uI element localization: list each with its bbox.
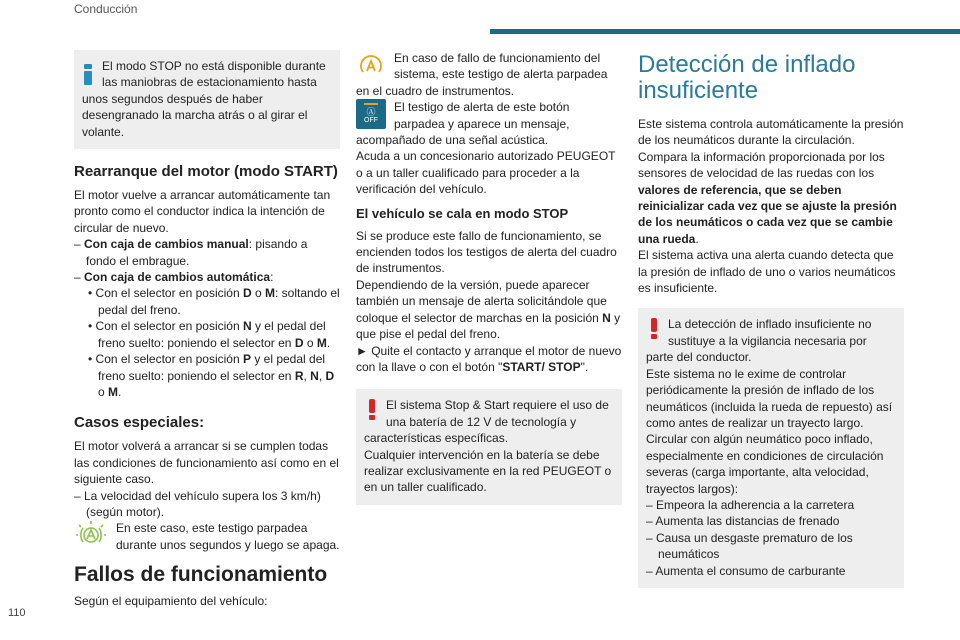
fault-indicator-row — [356, 50, 622, 99]
button-indicator-text: El testigo de alerta de este botón parpadea y aparece un mensaje, acompañado de una señal acústica. — [356, 100, 570, 148]
stop-start-fault-icon — [356, 50, 386, 78]
section-heading-restart: Rearranque del motor (modo START) — [74, 163, 338, 181]
manual-gearbox-item: – Con caja de cambios manual: pisando a fondo el embrague. — [74, 237, 308, 268]
warning-icon — [650, 318, 658, 338]
info-icon — [84, 64, 92, 84]
warning-text-1: La detección de inflado insuficiente no sustituye a la vigilancia necesaria por parte del conductor. — [646, 317, 872, 365]
stall-paragraph-1: Si se produce este fallo de funcionamiento, se encienden todos los testigos de alerta del cuadro de instrumentos. — [356, 228, 617, 276]
section-heading-faults: Fallos de funcionamiento — [74, 563, 328, 587]
column-1 — [74, 50, 340, 610]
warning-box-inflation — [638, 308, 904, 588]
warning-text-1: El sistema Stop & Start requiere el uso de una batería de 12 V de tecnología y características específicas. — [364, 398, 609, 446]
warning-text-2: Este sistema no le exime de controlar periódicamente la presión de inflado de los neumáticos (incluida la rueda de repuesto) así como antes de realizar un trayecto largo. — [646, 366, 893, 430]
faults-paragraph: Según el equipamiento del vehículo: — [74, 594, 268, 609]
bullet-item: • Con el selector en posición D o M: soltando el pedal del freno. — [88, 286, 340, 317]
intro-paragraph: Este sistema controla automáticamente la presión de los neumáticos durante la circulación. Compara la información proporcionada por los sensores de velocidad de las ruedas con los valores de referencia, que se deben reinicializar cada vez que se ajuste la presión de los neumáticos o cada vez que se cambie una rueda. — [638, 117, 904, 246]
warning-icon — [368, 399, 376, 419]
automatic-gearbox-item: – Con caja de cambios automática: — [74, 270, 274, 285]
info-box — [74, 50, 340, 149]
list-item: – Aumenta las distancias de frenado — [646, 514, 840, 529]
warning-text-3: Circular con algún neumático poco inflado, especialmente en condiciones de circulación severas (carga importante, alta velocidad, trayectos largos): — [646, 432, 884, 496]
list-item: – Aumenta el consumo de carburante — [646, 563, 846, 578]
auto-start-indicator-icon — [74, 520, 108, 550]
running-header: Conducción — [74, 2, 138, 16]
alert-paragraph: El sistema activa una alerta cuando detecta que la presión de inflado de uno o varios neumáticos es insuficiente. — [638, 248, 896, 296]
warning-text-2: Cualquier intervención en la batería se debe realizar exclusivamente en la red PEUGEOT o en un taller cualificado. — [364, 447, 612, 495]
warning-box-battery — [356, 389, 622, 504]
restart-paragraph: El motor vuelve a arrancar automáticamente tan pronto como el conductor indica la intención de circular de nuevo. — [74, 188, 331, 235]
stop-start-off-button-icon: Ⓐ OFF — [356, 99, 386, 129]
section-heading-special: Casos especiales: — [74, 414, 205, 432]
special-dash-item: – La velocidad del vehículo supera los 3 km/h) (según motor). — [74, 488, 321, 519]
indicator-text: En este caso, este testigo parpadea durante unos segundos y luego se apaga. — [116, 521, 340, 552]
list-item: – Empeora la adherencia a la carretera — [646, 497, 855, 512]
column-2 — [356, 50, 622, 519]
list-item: – Causa un desgaste prematuro de los neumáticos — [646, 530, 853, 562]
bullet-item: • Con el selector en posición P y el pedal del freno suelto: poniendo el selector en R, N, D o M. — [88, 352, 335, 399]
dealer-paragraph: Acuda a un concesionario autorizado PEUGEOT o a un taller cualificado para proceder a la verificación del vehículo. — [356, 149, 616, 197]
page-number: 110 — [8, 607, 26, 619]
stall-paragraph-2: Dependiendo de la versión, puede aparecer también un mensaje de alerta solicitándole que coloque el selector de marchas en la posición N y que pise el pedal del freno. — [356, 277, 621, 342]
column-3 — [638, 50, 904, 602]
indicator-row — [74, 520, 340, 553]
bullet-item: • Con el selector en posición N y el pedal del freno suelto: poniendo el selector en D o M. — [88, 319, 331, 350]
section-heading-stall: El vehículo se cala en modo STOP — [356, 205, 569, 221]
info-box-text: El modo STOP no está disponible durante las maniobras de estacionamiento hasta unos segundos después de haber desengranado la marcha atrás o al girar el volante. — [82, 59, 326, 139]
special-paragraph: El motor volverá a arrancar si se cumplen todas las condiciones de funcionamiento así como en el siguiente caso. — [74, 439, 339, 487]
header-accent-bar — [490, 29, 960, 34]
page-title: Detección de inflado insuficiente — [638, 51, 856, 104]
stall-paragraph-3: ► Quite el contacto y arranque el motor de nuevo con la llave o con el botón "START/ STOP". — [356, 343, 622, 374]
fault-indicator-text: En caso de fallo de funcionamiento del sistema, este testigo de alerta parpadea en el cuadro de instrumentos. — [356, 51, 608, 98]
button-indicator-row — [356, 99, 622, 148]
